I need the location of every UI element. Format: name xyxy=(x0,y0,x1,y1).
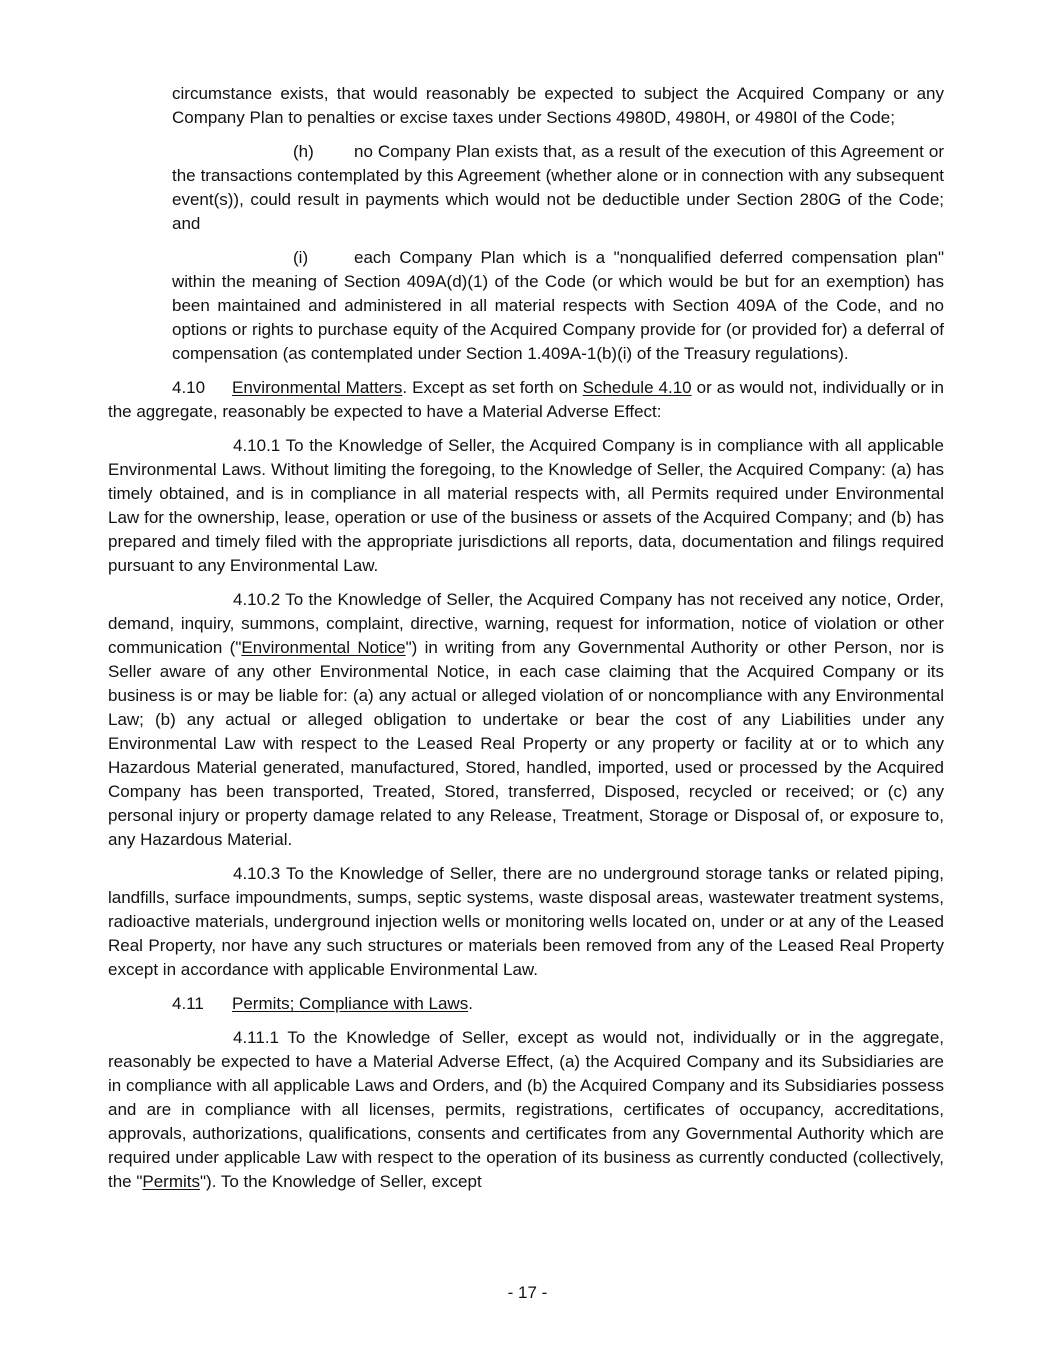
paragraph-continuation: circumstance exists, that would reasonably be expected to subject the Acquired Company or any Company Plan to penalties or excise taxes under Sections 4980D, 4980H, or 4980I of the Code; xyxy=(172,84,944,127)
section-4-11-period: . xyxy=(468,994,473,1013)
section-4-11-1-text-a: 4.11.1 To the Knowledge of Seller, except as would not, individually or in the aggregate, reasonably be expected to have a Material Adverse Effect, (a) the Acquired Company and its Subsidiaries are in compliance with all applicable Laws and Orders, and (b) the Acquired Company and its Subsidiaries possess and are in compliance with all licenses, permits, registrations, certificates of occupancy, accreditations, approvals, authorizations, qualifications, consents and certificates from any Governmental Authority which are required under applicable Law with respect to the operation of its business as currently conducted (collectively, the " xyxy=(108,1028,944,1191)
section-4-10-title: Environmental Matters xyxy=(232,378,403,397)
clause-h xyxy=(172,140,944,236)
section-4-10-2-text-a: 4.10.2 To the Knowledge of Seller, the Acquired Company has not received any notice, Order, demand, inquiry, summons, complaint, directive, warning, request for information, notice of violation or other communication (" xyxy=(108,590,944,657)
section-4-10-number: 4.10 xyxy=(172,378,206,397)
section-4-11-title: Permits; Compliance with Laws xyxy=(232,994,469,1013)
clause-i-label: (i) xyxy=(293,248,309,267)
section-4-10-3: 4.10.3 To the Knowledge of Seller, there are no underground storage tanks or related piping, landfills, surface impoundments, sumps, septic systems, waste disposal areas, wastewater treatment systems, radioactive materials, underground injection wells or monitoring wells located on, under or at any of the Leased Real Property, nor have any such structures or materials been removed from any of the Leased Real Property except in accordance with applicable Environmental Law. xyxy=(108,864,944,979)
section-4-10-rest: or as would not, individually or in the aggregate, reasonably be expected to have a Material Adverse Effect: xyxy=(108,378,944,421)
section-4-11-1 xyxy=(108,1026,944,1194)
section-4-10-2-text-b: ") in writing from any Governmental Authority or other Person, nor is Seller aware of any other Environmental Notice, in each case claiming that the Acquired Company or its business is or may be liable for: (a) any actual or alleged violation of or noncompliance with any Environmental Law; (b) any actual or alleged obligation to undertake or bear the cost of any Liabilities under any Environmental Law with respect to the Leased Real Property or any property or facility at or to which any Hazardous Material generated, manufactured, Stored, handled, imported, used or processed by the Acquired Company has been transported, Treated, Stored, transferred, Disposed, recycled or received; or (c) any personal injury or property damage related to any Release, Treatment, Storage or Disposal of, or exposure to, any Hazardous Material. xyxy=(108,638,945,849)
clause-i-text: each Company Plan which is a "nonqualified deferred compensation plan" within the meaning of Section 409A(d)(1) of the Code (or which would be but for an exemption) has been maintained and administered in all material respects with Section 409A of the Code, and no options or rights to purchase equity of the Acquired Company provide for (or provided for) a deferral of compensation (as contemplated under Section 1.409A-1(b)(i) of the Treasury regulations). xyxy=(172,248,944,363)
document-page xyxy=(108,82,944,1204)
environmental-notice-term: Environmental Notice xyxy=(241,638,406,657)
clause-h-text: no Company Plan exists that, as a result of the execution of this Agreement or the transactions contemplated by this Agreement (whether alone or in connection with any subsequent event(s)), could result in payments which would not be deductible under Section 280G of the Code; and xyxy=(172,142,944,233)
schedule-4-10-reference: Schedule 4.10 xyxy=(582,378,692,397)
section-4-11 xyxy=(108,992,944,1016)
section-4-11-number: 4.11 xyxy=(172,994,204,1013)
clause-h-label: (h) xyxy=(293,142,314,161)
permits-term: Permits xyxy=(142,1172,201,1191)
section-4-10-2 xyxy=(108,588,944,852)
section-4-11-1-text-b: "). To the Knowledge of Seller, except xyxy=(200,1172,482,1191)
section-4-10 xyxy=(108,376,944,424)
page-number: - 17 - xyxy=(507,1283,548,1302)
section-4-10-1: 4.10.1 To the Knowledge of Seller, the Acquired Company is in compliance with all applicable Environmental Laws. Without limiting the foregoing, to the Knowledge of Seller, the Acquired Company: (a) has timely obtained, and is in compliance in all material respects with, all Permits required under Environmental Law for the ownership, lease, operation or use of the business or assets of the Acquired Company; and (b) has prepared and timely filed with the appropriate jurisdictions all reports, data, documentation and filings required pursuant to any Environmental Law. xyxy=(108,436,944,575)
clause-i xyxy=(172,246,944,366)
section-4-10-intro: . Except as set forth on xyxy=(402,378,583,397)
